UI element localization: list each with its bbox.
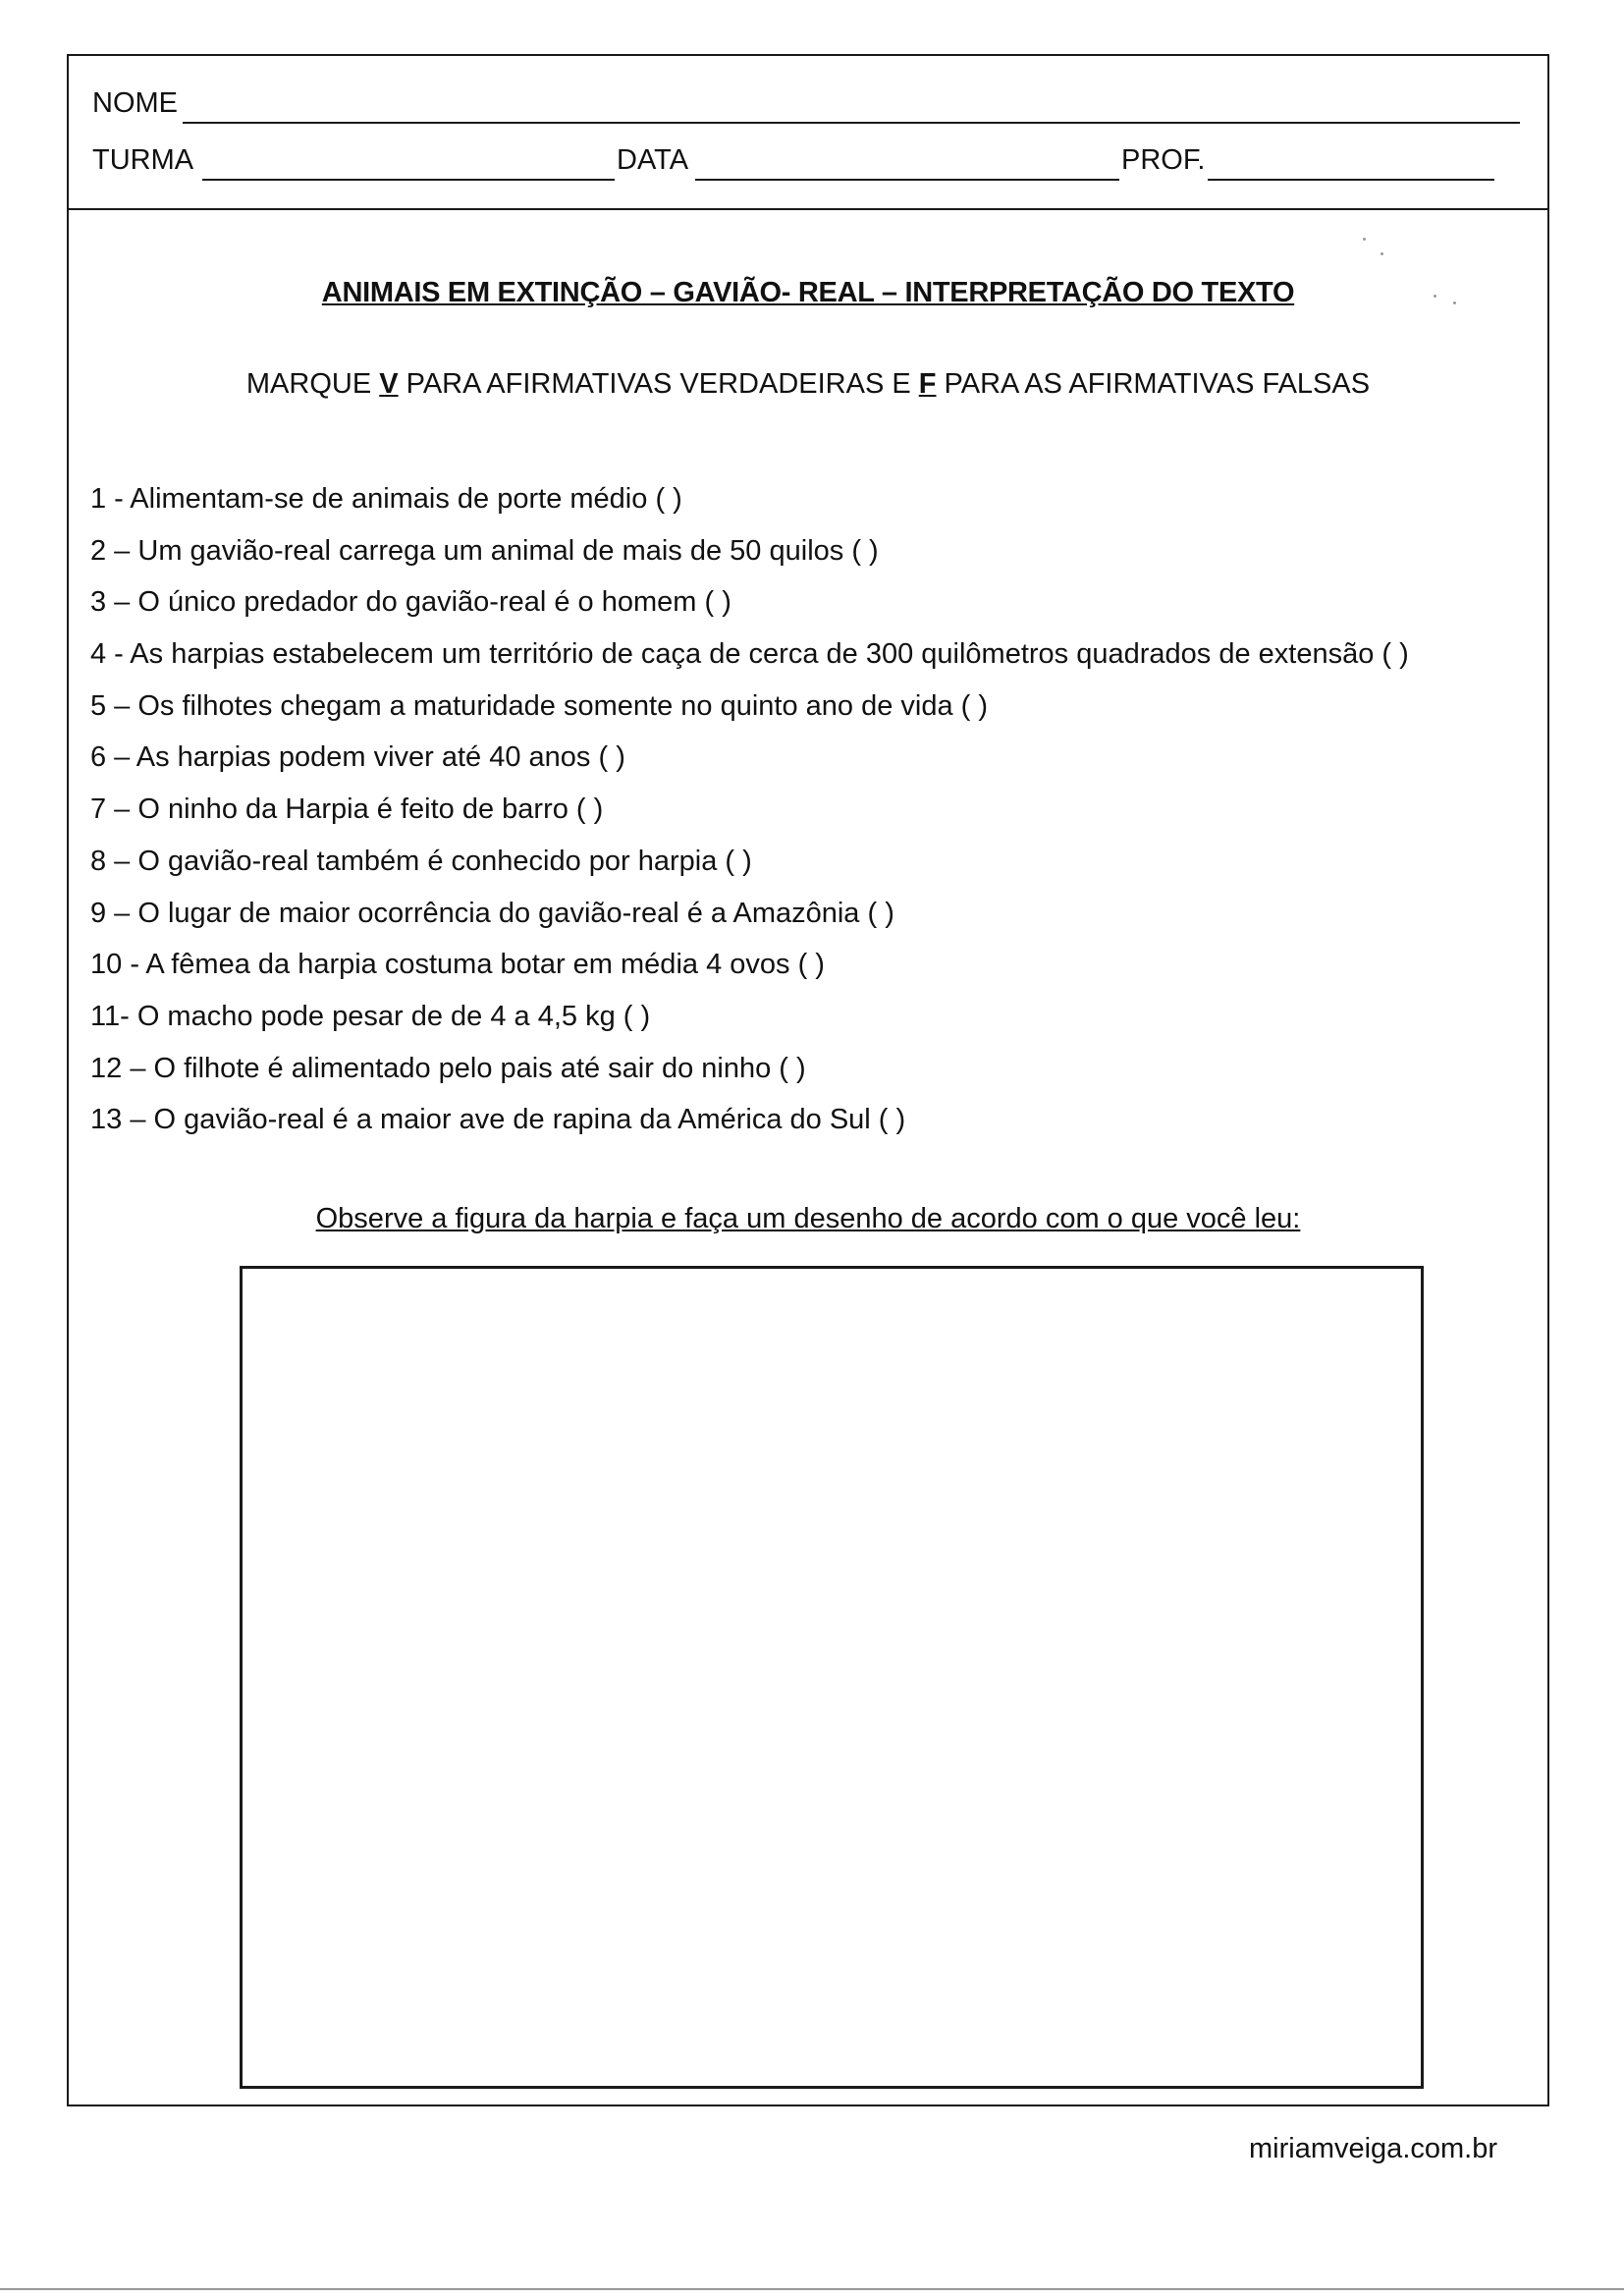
scan-speck	[1434, 295, 1436, 298]
false-letter: F	[918, 368, 937, 400]
page-edge-line	[0, 2288, 1624, 2290]
name-label: NOME	[92, 87, 178, 119]
instruction-part3: PARA AS AFIRMATIVAS FALSAS	[936, 368, 1371, 400]
question-item[interactable]: 1 - Alimentam-se de animais de porte médio ( )	[90, 483, 682, 515]
question-item[interactable]: 13 – O gavião-real é a maior ave de rapina da América do Sul ( )	[90, 1104, 906, 1136]
question-item[interactable]: 5 – Os filhotes chegam a maturidade somente no quinto ano de vida ( )	[90, 689, 989, 722]
question-item[interactable]: 4 - As harpias estabelecem um território de caça de cerca de 300 quilômetros quadrados de extensão ( )	[90, 638, 1409, 671]
instruction-part2: PARA AFIRMATIVAS VERDADEIRAS E	[398, 368, 919, 400]
drawing-instruction: Observe a figura da harpia e faça um desenho de acordo com o que você leu:	[315, 1203, 1301, 1234]
date-field[interactable]	[695, 179, 1119, 181]
question-item[interactable]: 6 – As harpias podem viver até 40 anos ( )	[90, 741, 625, 774]
question-item[interactable]: 10 - A fêmea da harpia costuma botar em média 4 ovos ( )	[90, 949, 825, 981]
scan-speck	[1380, 252, 1383, 255]
question-item[interactable]: 9 – O lugar de maior ocorrência do gavião-real é a Amazônia ( )	[90, 897, 894, 929]
question-item[interactable]: 7 – O ninho da Harpia é feito de barro ( )	[90, 793, 604, 826]
name-field[interactable]	[183, 122, 1520, 124]
instructions	[69, 368, 1547, 401]
question-item[interactable]: 8 – O gavião-real também é conhecido por harpia ( )	[90, 845, 752, 877]
worksheet-title: ANIMAIS EM EXTINÇÃO – GAVIÃO- REAL – INTERPRETAÇÃO DO TEXTO	[321, 277, 1295, 308]
class-field[interactable]	[202, 179, 615, 181]
scan-speck	[1363, 238, 1366, 241]
student-info-header	[69, 56, 1547, 210]
true-letter: V	[379, 368, 399, 400]
website-credit: miriamveiga.com.br	[1249, 2133, 1497, 2164]
question-item[interactable]: 2 – Um gavião-real carrega um animal de mais de 50 quilos ( )	[90, 534, 879, 567]
question-item[interactable]: 11- O macho pode pesar de de 4 a 4,5 kg ( )	[90, 1000, 651, 1032]
instruction-part1: MARQUE	[245, 368, 380, 400]
teacher-label: PROF.	[1121, 144, 1206, 176]
question-item[interactable]: 3 – O único predador do gavião-real é o homem ( )	[90, 586, 731, 619]
scan-speck	[1453, 301, 1456, 304]
question-list	[90, 473, 1543, 1146]
date-label: DATA	[617, 144, 689, 176]
teacher-field[interactable]	[1208, 179, 1494, 181]
worksheet-frame	[67, 54, 1549, 2106]
drawing-area[interactable]	[240, 1266, 1424, 2089]
question-item[interactable]: 12 – O filhote é alimentado pelo pais até sair do ninho ( )	[90, 1052, 806, 1084]
class-label: TURMA	[92, 144, 194, 176]
